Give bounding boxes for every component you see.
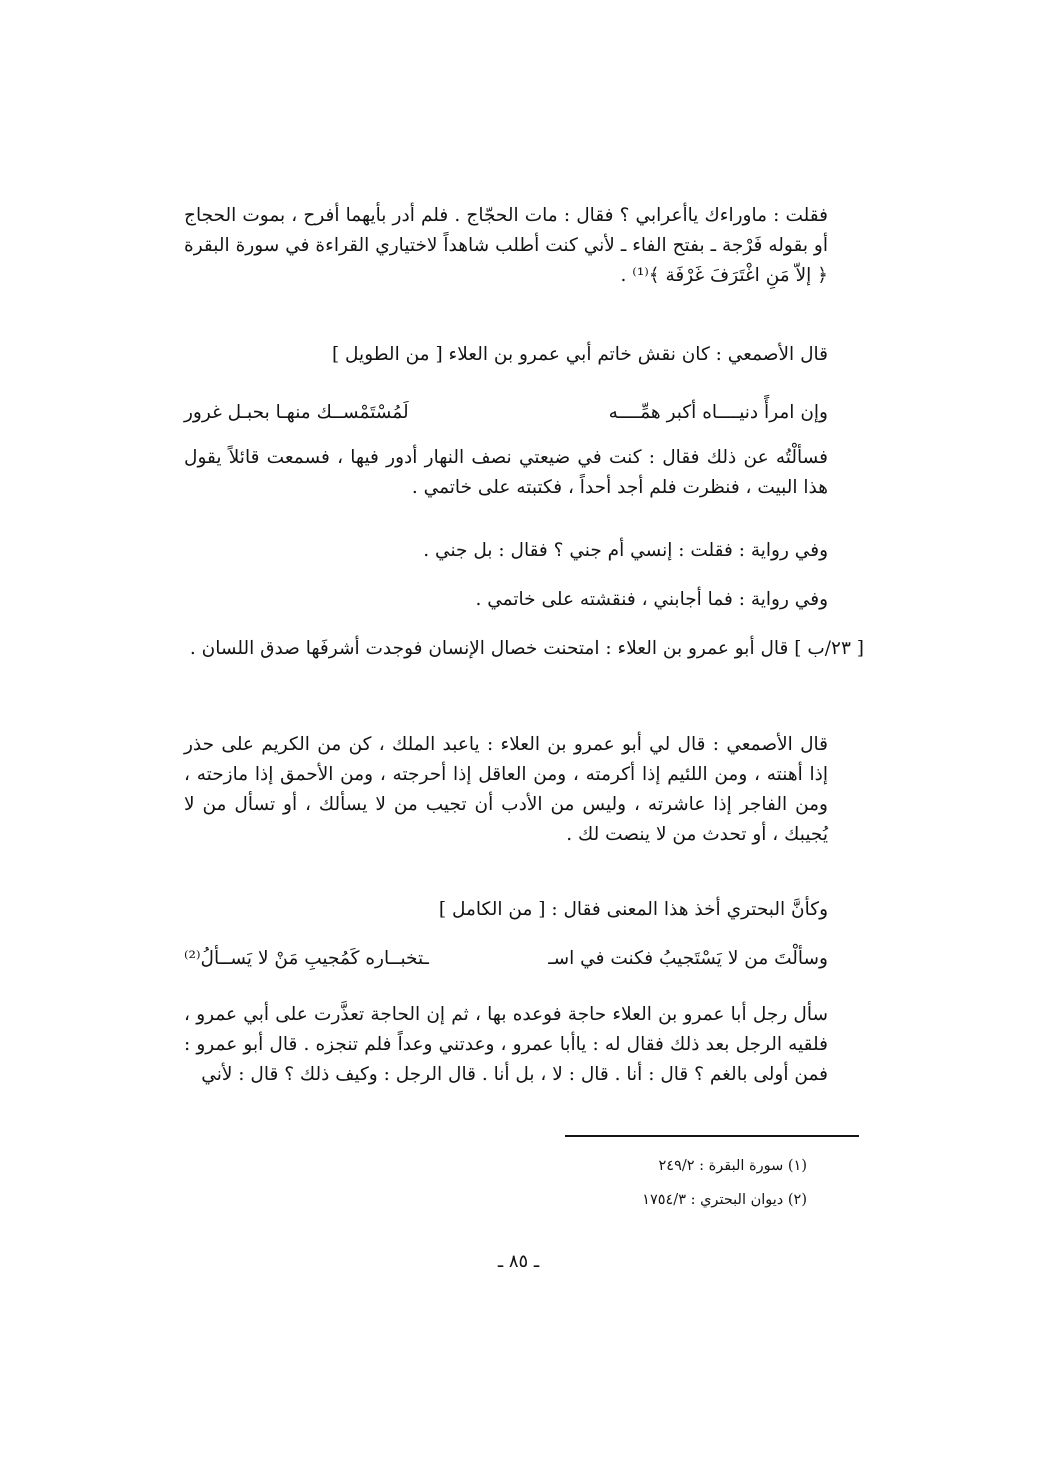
verse-1-hemistich-2: لَمُسْتَمْســك منهـا بحبـل غرور — [184, 402, 409, 423]
paragraph-2: قال الأصمعي : كان نقش خاتم أبي عمرو بن العلاء [ من الطويل ] — [331, 344, 828, 365]
paragraph-5: وفي رواية : فما أجابني ، فنقشته على خاتمي . — [475, 589, 828, 610]
page-number: ـ ٨٥ ـ — [497, 1251, 540, 1272]
paragraph-7: قال الأصمعي : قال لي أبو عمرو بن العلاء : ياعبد الملك ، كن من الكريم على حذر إذا أهنته ، ومن اللئيم إذا أكرمته ، ومن العاقل إذا أحرجته ، ومن الأحمق إذا مازحته ، ومن الفاجر إذا عاشرته ، وليس من الأدب أن تجيب من لا يسألك ، أو تسأل من لا يُجيبك ، أو تحدث من لا ينصت لك . — [184, 734, 828, 845]
paragraph-3: فسألْتُه عن ذلك فقال : كنت في ضيعتي نصف النهار أدور فيها ، فسمعت قائلاً يقول هذا البيت ، فنظرت فلم أجد أحداً ، فكتبته على خاتمي . — [184, 447, 828, 498]
footnote-separator — [565, 1135, 859, 1137]
paragraph-6: [ ٢٣/ب ] قال أبو عمرو بن العلاء : امتحنت خصال الإنسان فوجدت أشرفَها صدق اللسان . — [189, 638, 864, 659]
paragraph-9: سأل رجل أبا عمرو بن العلاء حاجة فوعده بها ، ثم إن الحاجة تعذَّرت على أبي عمرو ، فلقيه الرجل بعد ذلك فقال له : ياأبا عمرو ، وعدتني وعداً فلم تنجزه . قال أبو عمرو : فمن أولى بالغم ؟ قال : أنا . قال : لا ، بل أنا . قال الرجل : وكيف ذلك ؟ قال : لأني — [184, 1004, 828, 1085]
footnote-1: (١) سورة البقرة : ٢٤٩/٢ — [658, 1158, 807, 1174]
verse-1-hemistich-1: وإن امرأً دنيــــاه أكبر همِّــــه — [608, 402, 828, 423]
footnote-2: (٢) ديوان البحتري : ١٧٥٤/٣ — [642, 1192, 807, 1208]
paragraph-1: فقلت : ماوراءك ياأعرابي ؟ فقال : مات الحجّاج . فلم أدر بأيهما أفرح ، بموت الحجاج أو بقوله فَرْجة ـ بفتح الفاء ـ لأني كنت أطلب شاهداً لاختياري القراءة في سورة البقرة ﴿ إلاّ مَنِ اغْتَرَفَ غَرْفَة ﴾⁽¹⁾ . — [184, 205, 828, 286]
verse-2-hemistich-2: ـتخبــاره كَمُجيبِ مَنْ لا يَســألُ⁽²⁾ — [184, 948, 429, 969]
paragraph-4: وفي رواية : فقلت : إنسي أم جني ؟ فقال : بل جني . — [423, 540, 828, 561]
paragraph-8: وكأنَّ البحتري أخذ هذا المعنى فقال : [ من الكامل ] — [438, 899, 828, 920]
verse-2-hemistich-1: وسألْتَ من لا يَسْتَجيبُ فكنت في اسـ — [548, 948, 828, 969]
